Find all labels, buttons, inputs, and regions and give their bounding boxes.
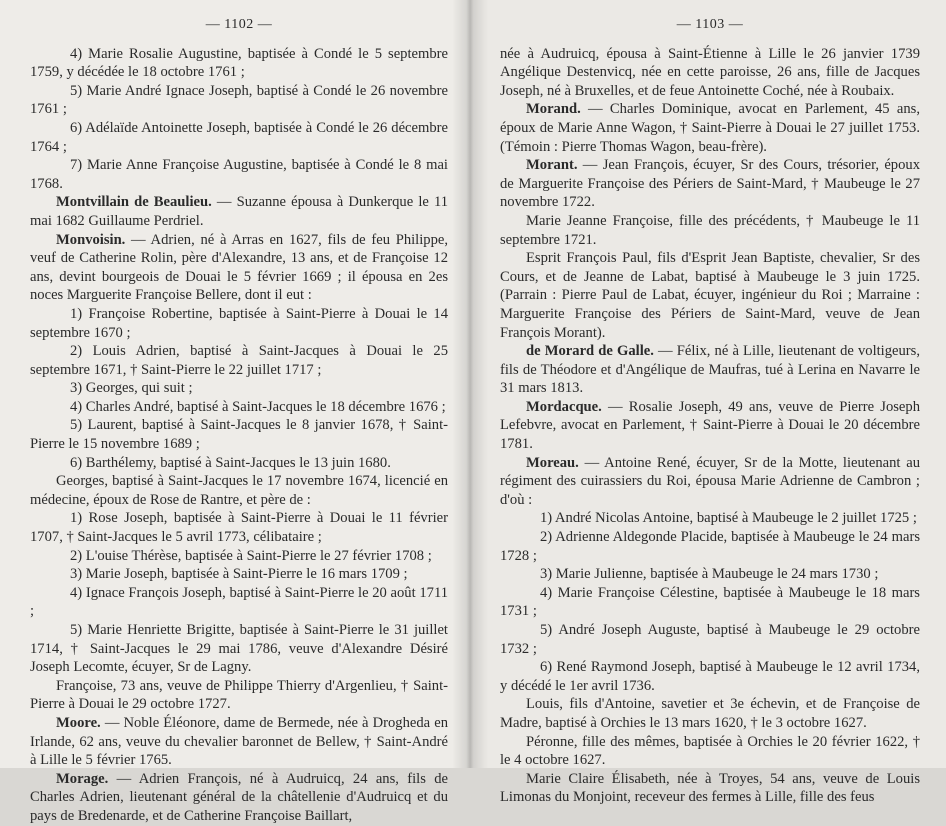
entry-line: 3) Georges, qui suit ;	[70, 380, 193, 397]
entry-line: 3) Marie Joseph, baptisée à Saint-Pierre le 16 mars 1709 ;	[70, 566, 408, 583]
entry-text: — Noble Éléonore, dame de Bermede, née à Drogheda en Irlande, 62 ans, veuve du chevalier baronnet de Bellew, † Saint-André à Lille le 5 février 1765.	[30, 714, 448, 769]
entry-name: Montvillain de Beaulieu.	[56, 194, 212, 211]
entry	[500, 398, 920, 454]
entry-line: 4) Marie Rosalie Augustine, baptisée à Condé le 5 septembre 1759, y décédée le 18 octobre 1761 ;	[30, 45, 448, 81]
entry-line: Louis, fils d'Antoine, savetier et 3e échevin, et de Françoise de Madre, baptisé à Orchies le 13 mars 1620, † le 3 octobre 1627.	[500, 696, 920, 731]
book-gutter	[452, 0, 488, 768]
entry-line: 6) Barthélemy, baptisé à Saint-Jacques le 13 juin 1680.	[70, 454, 391, 471]
entry-line: Marie Jeanne Françoise, fille des précédents, † Maubeuge le 11 septembre 1721.	[500, 212, 920, 248]
entry-line: 3) Marie Julienne, baptisée à Maubeuge le 24 mars 1730 ;	[540, 566, 879, 583]
entry-line: Esprit François Paul, fils d'Esprit Jean Baptiste, chevalier, Sr des Cours, et de Jeanne de Labat, baptisé à Maubeuge le 3 juin 1725. (Parrain : Pierre Paul de Labat, écuyer, ingénieur du Roi ; Marraine : Marguerite Françoise des Périers de Saint-Mard, veuve de Jean François Morant).	[500, 250, 920, 341]
entry-text: — Charles Dominique, avocat en Parlement, 45 ans, époux de Marie Anne Wagon, † Saint-Pierre à Douai le 27 juillet 1753. (Témoin : Pierre Thomas Wagon, beau-frère).	[500, 101, 920, 155]
entry-line: 5) André Joseph Auguste, baptisé à Maubeuge le 29 octobre 1732 ;	[500, 622, 920, 657]
right-page	[470, 0, 946, 806]
entry-line: 4) Marie Françoise Célestine, baptisée à Maubeuge le 18 mars 1731 ;	[500, 584, 920, 620]
entry-text: — Félix, né à Lille, lieutenant de voltigeurs, fils de Théodore et d'Angélique de Maufras, tué à Lerina en Navarre le 31 mars 1813.	[500, 343, 920, 397]
entry-name: Mordacque.	[526, 398, 602, 415]
entry	[30, 770, 448, 826]
entry	[500, 100, 920, 156]
entry	[500, 342, 920, 398]
entry	[500, 454, 920, 510]
entry-line: 7) Marie Anne Françoise Augustine, baptisée à Condé le 8 mai 1768.	[30, 157, 448, 192]
page-number-left: — 1102 —	[205, 17, 273, 32]
entry-text: — Adrien François, né à Audruicq, 24 ans, fils de Charles Adrien, lieutenant général de la châtellenie d'Audruicq et du pays de Bredenarde, et de Catherine Françoise Baillart,	[30, 770, 448, 824]
entry	[30, 714, 448, 770]
entry-line: née à Audruicq, épousa à Saint-Étienne à Lille le 26 janvier 1739 Angélique Destenvicq, née en cette paroisse, 26 ans, fille de Jacques Joseph, né à Bruxelles, et de feue Antoinette Coché, née à Roubaix.	[500, 45, 920, 99]
entry-line: Françoise, 73 ans, veuve de Philippe Thierry d'Argenlieu, † Saint-Pierre à Douai le 29 octobre 1727.	[30, 677, 448, 713]
entry-line: 1) André Nicolas Antoine, baptisé à Maubeuge le 2 juillet 1725 ;	[540, 510, 917, 527]
entry-line: 1) Françoise Robertine, baptisée à Saint-Pierre à Douai le 14 septembre 1670 ;	[30, 305, 448, 341]
entry-name: Moreau.	[526, 454, 579, 471]
left-page	[0, 0, 470, 824]
entry-line: Marie Claire Élisabeth, née à Troyes, 54 ans, veuve de Louis Limonas du Monjoint, receveur des fermes à Lille, fille des feus	[500, 770, 920, 806]
entry-name: Monvoisin.	[56, 231, 126, 248]
entry-line: 4) Charles André, baptisé à Saint-Jacques le 18 décembre 1676 ;	[70, 398, 446, 415]
entry-line: 2) L'ouise Thérèse, baptisée à Saint-Pierre le 27 février 1708 ;	[70, 547, 432, 564]
entry-line: Péronne, fille des mêmes, baptisée à Orchies le 20 février 1622, † le 4 octobre 1627.	[500, 733, 920, 769]
entry-name: Moore.	[56, 714, 101, 731]
entry-line: 5) Marie Henriette Brigitte, baptisée à Saint-Pierre le 31 juillet 1714, † Saint-Jacques le 29 mai 1786, veuve d'Alexandre Désiré Joseph Lecomte, écuyer, Sr de Lagny.	[30, 622, 448, 676]
entry-line: 4) Ignace François Joseph, baptisé à Saint-Pierre le 20 août 1711 ;	[30, 584, 448, 620]
entry-name: de Morard de Galle.	[526, 343, 654, 360]
entry-line: Georges, baptisé à Saint-Jacques le 17 novembre 1674, licencié en médecine, époux de Rose de Rantre, et père de :	[30, 473, 448, 508]
entry	[30, 193, 448, 230]
entry-line: 5) Marie André Ignace Joseph, baptisé à Condé le 26 novembre 1761 ;	[30, 82, 448, 118]
entry-name: Morant.	[526, 157, 578, 174]
entry-text: — Antoine René, écuyer, Sr de la Motte, lieutenant au régiment des cuirassiers du Roi, épousa Marie Adrienne de Cambron ; d'où :	[500, 454, 920, 508]
entry-line: 6) René Raymond Joseph, baptisé à Maubeuge le 12 avril 1734, y décédé le 1er avril 1736.	[500, 659, 920, 694]
entry-line: 6) Adélaïde Antoinette Joseph, baptisée à Condé le 26 décembre 1764 ;	[30, 119, 448, 155]
entry-text: — Rosalie Joseph, 49 ans, veuve de Pierre Joseph Lefebvre, avocat en Parlement, † Saint-Pierre à Douai le 20 décembre 1781.	[500, 398, 920, 453]
entry-line: 1) Rose Joseph, baptisée à Saint-Pierre à Douai le 11 février 1707, † Saint-Jacques le 5 avril 1773, célibataire ;	[30, 510, 448, 546]
entry-line: 2) Adrienne Aldegonde Placide, baptisée à Maubeuge le 24 mars 1728 ;	[500, 529, 920, 564]
entry-name: Morand.	[526, 101, 581, 118]
entry-text: — Suzanne épousa à Dunkerque le 11 mai 1682 Guillaume Perdriel.	[30, 194, 449, 229]
entry-text: — Jean François, écuyer, Sr des Cours, trésorier, époux de Marguerite Françoise des Périers de Saint-Mard, † Maubeuge le 27 novembre 1722.	[500, 157, 920, 211]
entry-line: 5) Laurent, baptisé à Saint-Jacques le 8 janvier 1678, † Saint-Pierre le 15 novembre 1689 ;	[30, 417, 448, 453]
page-number-right: — 1103 —	[676, 17, 744, 32]
entry	[500, 156, 920, 212]
entry-text: — Adrien, né à Arras en 1627, fils de feu Philippe, veuf de Catherine Rolin, père d'Alexandre, 13 ans, et de Françoise 12 ans, devint bourgeois de Douai le 5 février 1669 ; il épousa en 2es noces Marguerite Françoise Bellere, dont il eut :	[30, 231, 448, 304]
entry	[30, 231, 448, 305]
entry-line: 2) Louis Adrien, baptisé à Saint-Jacques à Douai le 25 septembre 1671, † Saint-Pierre le 22 juillet 1717 ;	[30, 343, 448, 378]
entry-name: Morage.	[56, 770, 109, 787]
